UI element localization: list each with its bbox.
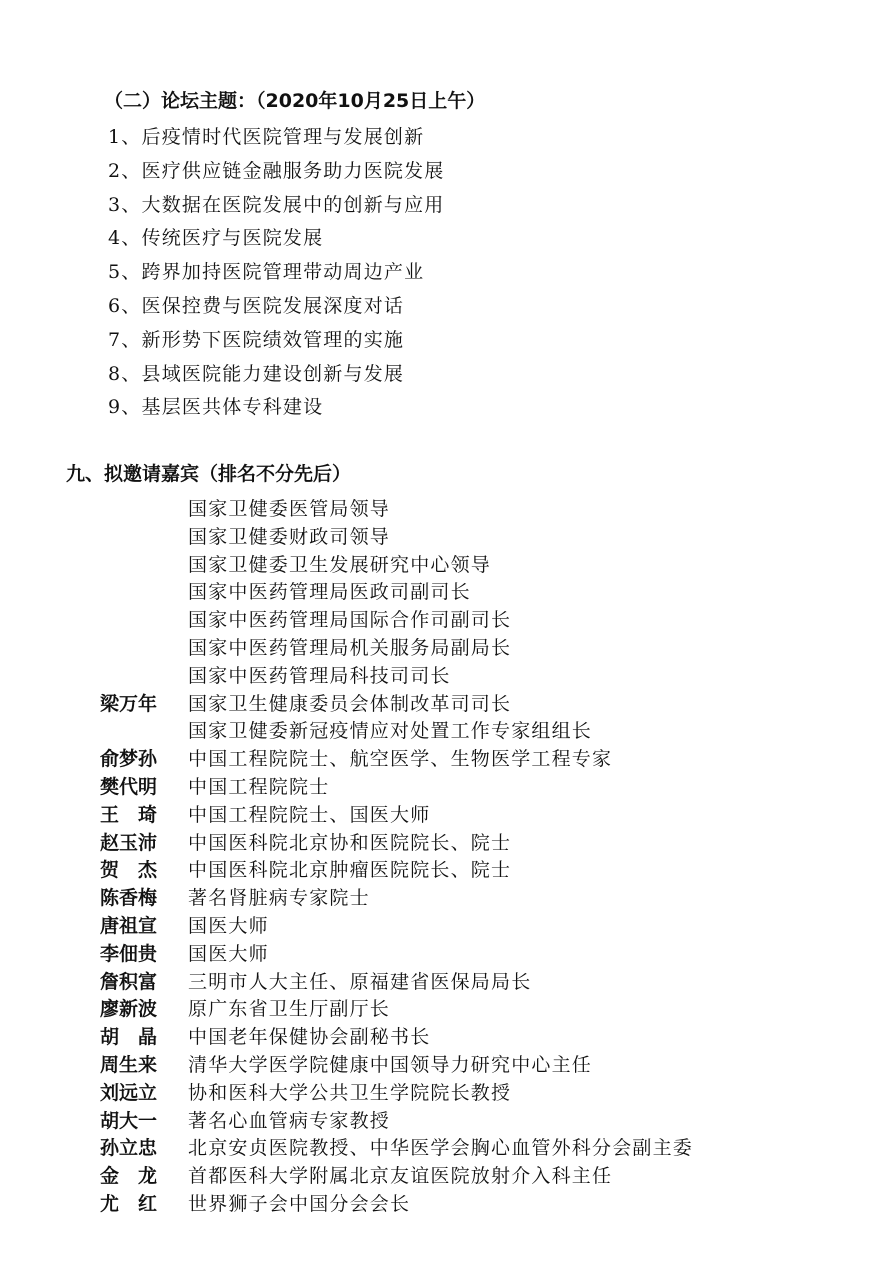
guests-heading: 九、拟邀请嘉宾（排名不分先后） xyxy=(66,463,352,485)
forum-topic-item: 5、跨界加持医院管理带动周边产业 xyxy=(108,261,425,284)
guest-title: 国家中医药管理局机关服务局副局长 xyxy=(188,637,512,659)
guest-title: 国家卫生健康委员会体制改革司司长 xyxy=(188,692,512,715)
guest-row xyxy=(0,633,896,661)
guest-title: 协和医科大学公共卫生学院院长教授 xyxy=(188,1081,512,1104)
guest-row xyxy=(0,522,896,550)
guest-row xyxy=(0,1133,896,1161)
guest-row xyxy=(0,494,896,522)
guest-row xyxy=(0,1189,896,1217)
guest-name: 王 琦 xyxy=(100,803,158,826)
guest-name: 赵玉沛 xyxy=(100,831,158,854)
forum-topic-item: 8、县域医院能力建设创新与发展 xyxy=(108,362,405,385)
guest-title: 著名心血管病专家教授 xyxy=(188,1109,391,1132)
guest-name: 周生来 xyxy=(100,1054,158,1076)
guest-row xyxy=(0,1022,896,1050)
guest-row xyxy=(0,716,896,744)
guest-title: 国家卫健委新冠疫情应对处置工作专家组组长 xyxy=(188,720,593,743)
guest-row xyxy=(0,772,896,800)
forum-topic-item: 3、大数据在医院发展中的创新与应用 xyxy=(108,193,445,216)
guest-title: 国家卫健委卫生发展研究中心领导 xyxy=(188,553,492,576)
guest-name: 梁万年 xyxy=(100,692,158,715)
guest-name: 樊代明 xyxy=(100,776,158,798)
guest-title: 著名肾脏病专家院士 xyxy=(188,887,370,910)
forum-topic-item: 2、医疗供应链金融服务助力医院发展 xyxy=(108,159,445,182)
guest-name: 胡大一 xyxy=(100,1109,158,1132)
guest-title: 原广东省卫生厅副厅长 xyxy=(188,998,391,1021)
guest-row xyxy=(0,911,896,939)
guest-title: 国家中医药管理局医政司副司长 xyxy=(188,581,471,604)
guest-row xyxy=(0,855,896,883)
guest-row xyxy=(0,883,896,911)
guest-name: 李佃贵 xyxy=(100,942,158,965)
guest-name: 贺 杰 xyxy=(100,859,158,882)
guest-name: 刘远立 xyxy=(100,1081,158,1104)
guest-row xyxy=(0,689,896,717)
guest-name: 詹积富 xyxy=(100,970,158,993)
guest-title: 国家中医药管理局国际合作司副司长 xyxy=(188,609,512,632)
guest-name: 尤 红 xyxy=(100,1193,158,1215)
guest-title: 世界狮子会中国分会会长 xyxy=(188,1193,411,1215)
guest-title: 国家中医药管理局科技司司长 xyxy=(188,664,451,687)
guest-title: 国家卫健委医管局领导 xyxy=(188,498,391,520)
guest-row xyxy=(0,1161,896,1189)
guest-row xyxy=(0,800,896,828)
guest-title: 清华大学医学院健康中国领导力研究中心主任 xyxy=(188,1054,593,1076)
guest-row xyxy=(0,1050,896,1078)
guest-title: 中国医科院北京协和医院院长、院士 xyxy=(188,831,512,854)
guest-title: 中国老年保健协会副秘书长 xyxy=(188,1026,431,1049)
guest-row xyxy=(0,577,896,605)
guest-title: 中国工程院院士、航空医学、生物医学工程专家 xyxy=(188,748,613,771)
guest-name: 俞梦孙 xyxy=(100,748,158,771)
guest-title: 中国工程院院士 xyxy=(188,776,330,798)
guest-row xyxy=(0,967,896,995)
guest-name: 金 龙 xyxy=(100,1165,158,1188)
guest-name: 胡 晶 xyxy=(100,1026,158,1049)
guest-title: 中国工程院院士、国医大师 xyxy=(188,803,431,826)
guest-name: 陈香梅 xyxy=(100,887,158,910)
guest-title: 中国医科院北京肿瘤医院院长、院士 xyxy=(188,859,512,882)
guest-row xyxy=(0,605,896,633)
guest-row xyxy=(0,744,896,772)
forum-topic-item: 7、新形势下医院绩效管理的实施 xyxy=(108,328,405,351)
guest-name: 孙立忠 xyxy=(100,1137,158,1160)
guest-title: 三明市人大主任、原福建省医保局局长 xyxy=(188,970,532,993)
guest-row xyxy=(0,828,896,856)
forum-topics-heading: （二）论坛主题：（2020年10月25日上午） xyxy=(104,90,486,112)
forum-topic-item: 4、传统医疗与医院发展 xyxy=(108,227,324,250)
guest-row xyxy=(0,661,896,689)
forum-topic-item: 1、后疫情时代医院管理与发展创新 xyxy=(108,126,425,148)
guest-name: 唐祖宣 xyxy=(100,915,158,937)
guest-name: 廖新波 xyxy=(100,998,158,1021)
guest-title: 首都医科大学附属北京友谊医院放射介入科主任 xyxy=(188,1165,613,1188)
forum-topic-item: 6、医保控费与医院发展深度对话 xyxy=(108,295,405,317)
guest-title: 国家卫健委财政司领导 xyxy=(188,525,391,548)
guest-row xyxy=(0,994,896,1022)
guest-row xyxy=(0,1106,896,1134)
guest-title: 国医大师 xyxy=(188,942,269,965)
guest-title: 国医大师 xyxy=(188,915,269,937)
guest-row xyxy=(0,939,896,967)
guest-row xyxy=(0,1078,896,1106)
guest-row xyxy=(0,550,896,578)
forum-topic-item: 9、基层医共体专科建设 xyxy=(108,396,324,419)
guest-title: 北京安贞医院教授、中华医学会胸心血管外科分会副主委 xyxy=(188,1137,694,1160)
